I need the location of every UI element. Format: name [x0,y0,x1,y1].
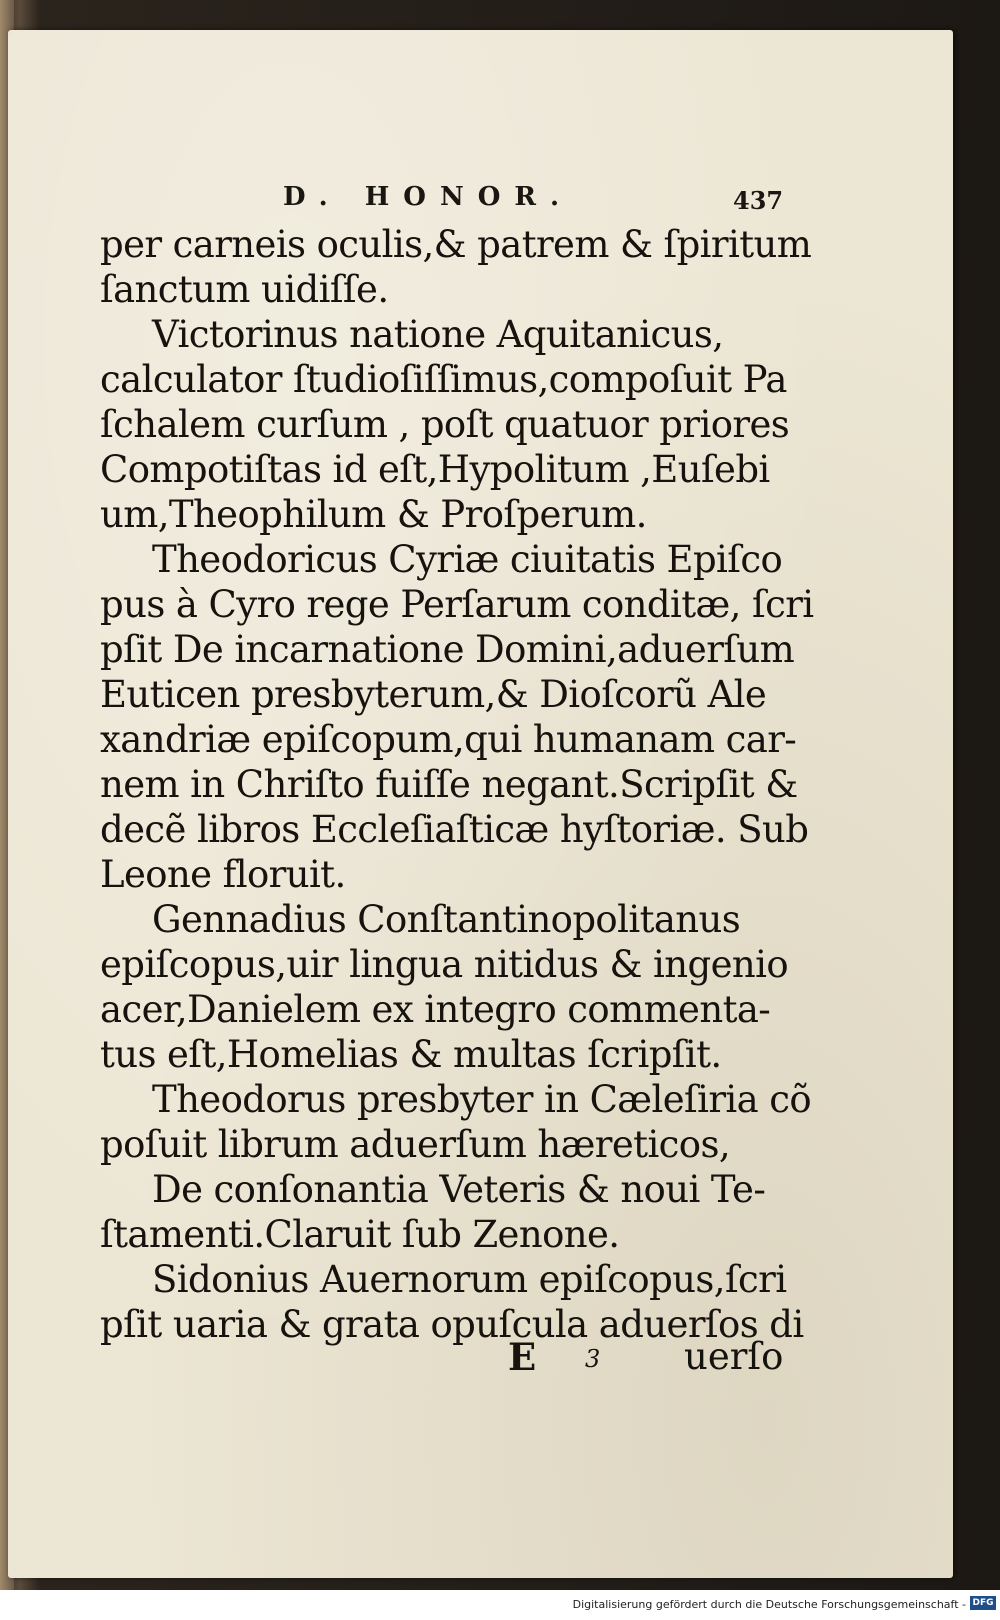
text-line: ſtamenti.Claruit ſub Zenone. [100,1213,620,1256]
text-line: ſchalem curſum , poſt quatuor priores [100,403,790,446]
text-line: Theodorus presbyter in Cæleſiria cõ [152,1078,812,1121]
text-line: calculator ſtudioſiſſimus,compoſuit Pa [100,358,787,401]
text-line: De conſonantia Veteris & noui Te- [152,1168,766,1211]
text-line: pſit uaria & grata opuſcula aduerſos di [100,1303,804,1346]
signature-line [8,1335,953,1380]
book-page [8,30,953,1578]
text-line: pus à Cyro rege Perſarum conditæ, ſcri [100,583,814,626]
catchword: uerſo [684,1335,784,1378]
signature-number: 3 [585,1345,601,1373]
text-line: Sidonius Auernorum epiſcopus,ſcri [152,1258,787,1301]
text-line: per carneis oculis,& patrem & ſpiritum [100,223,812,266]
text-line: decẽ libros Eccleſiaſticæ hyſtoriæ. Sub [100,808,809,851]
running-head: D. HONOR. [283,182,574,212]
page-header [8,182,953,222]
text-line: Theodoricus Cyriæ ciuitatis Epiſco [152,538,783,581]
text-line: um,Theophilum & Proſperum. [100,493,647,536]
text-line: Gennadius Conſtantinopolitanus [152,898,741,941]
text-line: tus eſt,Homelias & multas ſcripſit. [100,1033,722,1076]
footer-bar [0,1590,1000,1620]
text-line: Euticen presbyterum,& Dioſcorũ Ale [100,673,767,716]
text-line: xandriæ epiſcopum,qui humanam car- [100,718,797,761]
signature-mark: E [508,1335,537,1379]
text-line: acer,Danielem ex integro commenta- [100,988,771,1031]
text-line: nem in Chriſto fuiſſe negant.Scripſit & [100,763,798,806]
text-line: Victorinus natione Aquitanicus, [152,313,724,356]
dfg-logo: DFG [970,1596,996,1610]
body-text [100,222,814,1347]
text-line: pſit De incarnatione Domini,aduerſum [100,628,795,671]
text-line: Compotiſtas id eſt,Hypolitum ,Euſebi [100,448,770,491]
text-line: Leone floruit. [100,853,346,896]
page-number: 437 [733,186,784,215]
text-line: epiſcopus,uir lingua nitidus & ingenio [100,943,789,986]
text-line: poſuit librum aduerſum hæreticos, [100,1123,731,1166]
text-line: ſanctum uidiſſe. [100,268,389,311]
footer-credit: Digitalisierung gefördert durch die Deutsche Forschungsgemeinschaft - [572,1598,966,1611]
